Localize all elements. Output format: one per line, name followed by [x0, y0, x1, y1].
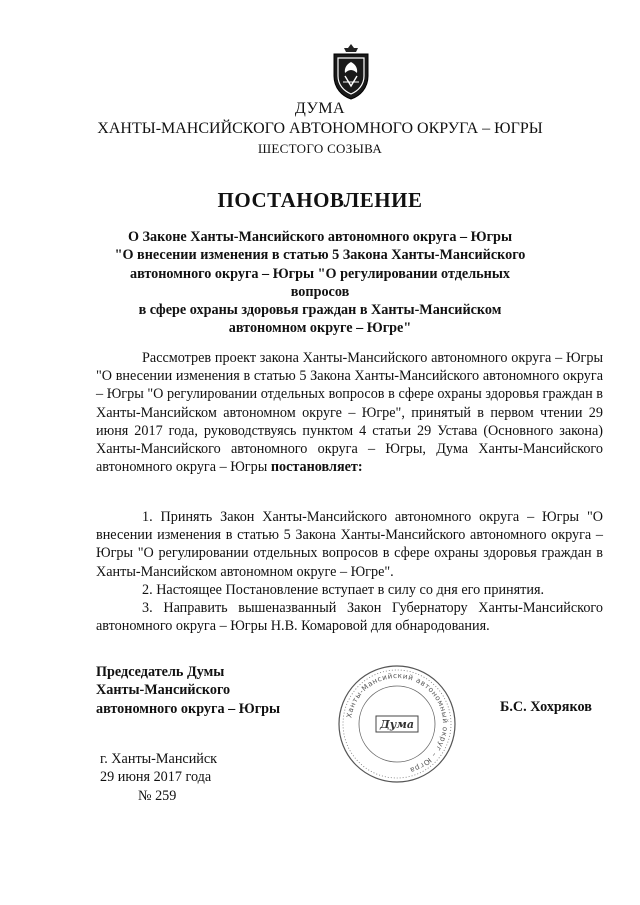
place-date-block [100, 750, 217, 805]
stamp-center-text: Дума [380, 718, 414, 731]
document-date: 29 июня 2017 года [100, 769, 212, 786]
convocation: ШЕСТОГО СОЗЫВА [257, 141, 383, 156]
stamp-ring-text: Ханты-Мансийский автономный округ – Югра [344, 670, 451, 776]
subject-line: О Законе Ханты-Мансийского автономного округа – Югры [127, 229, 513, 245]
official-stamp-icon [334, 661, 460, 787]
signer-name: Б.С. Хохряков [500, 699, 592, 715]
resolves-keyword: постановляет: [270, 459, 363, 476]
subject-line: автономном округе – Югре" [228, 320, 412, 337]
org-name-line2: ХАНТЫ-МАНСИЙСКОГО АВТОНОМНОГО ОКРУГА – ЮГРЫ [97, 120, 543, 137]
signer-title-line: Председатель Думы [96, 664, 225, 680]
subject-line: в сфере охраны здоровья граждан в Ханты-Мансийском [138, 302, 502, 319]
city: г. Ханты-Мансийск [100, 751, 218, 767]
document-subject [100, 228, 540, 338]
resolution-item-3: 3. Направить вышеназванный Закон Губернатору Ханты-Мансийского автономного округа – Югры Н.В. Комаровой для обнародования. [96, 600, 603, 635]
document-number: № 259 [138, 787, 177, 804]
preamble-paragraph [96, 349, 603, 476]
signer-title-line: автономного округа – Югры [96, 700, 281, 717]
preamble-text: Рассмотрев проект закона Ханты-Мансийского автономного округа – Югры "О внесении изменения в статью 5 Закона Ханты-Мансийского автономного округа – Югры "О регулировании отдельных вопросов в сфере охраны здоровья граждан в Ханты-Мансийском автономном округе – Югре", принятый в первом чтении 29 июня 2017 года, руководствуясь пунктом 4 статьи 29 Устава (Основного закона) Ханты-Мансийского автономного округа – Югры, Дума Ханты-Мансийского автономного округа – Югры [96, 350, 603, 476]
org-name-line1: ДУМА [294, 100, 346, 117]
coat-of-arms-icon [328, 42, 374, 100]
subject-line: "О внесении изменения в статью 5 Закона Ханты-Мансийского [114, 247, 526, 264]
resolution-item-2: 2. Настоящее Постановление вступает в силу со дня его принятия. [142, 581, 545, 598]
signer-title [96, 663, 280, 718]
resolution-items [96, 508, 603, 635]
subject-line: автономного округа – Югры "О регулировании отдельных вопросов [129, 265, 511, 300]
signer-title-line: Ханты-Мансийского [96, 682, 231, 699]
resolution-item-1: 1. Принять Закон Ханты-Мансийского автономного округа – Югры "О внесении изменения в статью 5 Закона Ханты-Мансийского автономного округа – Югры "О регулировании отдельных вопросов в сфере охраны здоровья граждан в Ханты-Мансийском автономном округе – Югре". [96, 509, 603, 580]
document-type-title: ПОСТАНОВЛЕНИЕ [217, 188, 423, 212]
